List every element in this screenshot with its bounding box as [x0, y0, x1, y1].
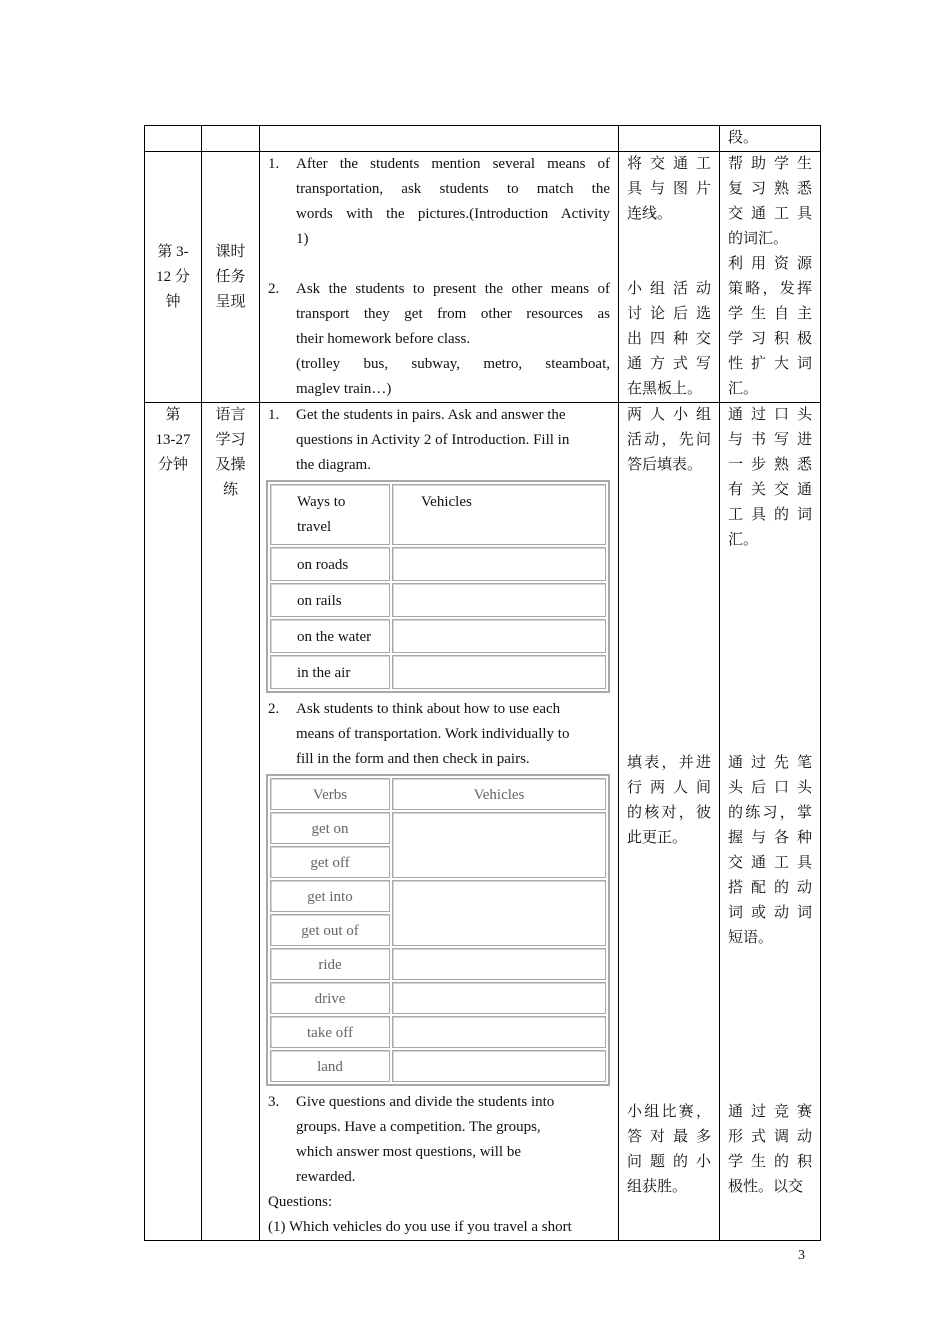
table-row	[270, 982, 606, 1014]
list-item: 1. After the students mention several means of transportation, ask students to match the words with the pictures.(Introduction Activity 1)	[268, 156, 610, 247]
blank-cell[interactable]	[392, 880, 606, 946]
student-activity-cell: 将交通工 具与图片 连线。 小组活动 讨论后选 出四种交 通方式写 在黑板上。	[619, 152, 720, 403]
table-cell: drive	[270, 982, 390, 1014]
verbs-vehicles-table	[266, 774, 610, 1086]
table-header-cell: Ways to travel	[270, 484, 390, 545]
ways-to-travel-table	[266, 480, 610, 693]
table-row	[270, 484, 606, 545]
page-number: 3	[798, 1248, 805, 1263]
table-row	[270, 619, 606, 653]
table-cell: get on	[270, 812, 390, 844]
table-cell: on rails	[270, 583, 390, 617]
goal-cell: 通过口头 与书写进 一步熟悉 有关交通 工具的词 汇。 通过先笔 头后口头 的练习，掌 握与各种 交通工具 搭配的动 词或动词 短语。 通过竞赛 形式调动 学生的积 极性。以交	[720, 403, 821, 1241]
blank-cell[interactable]	[392, 547, 606, 581]
table-row	[270, 583, 606, 617]
list-item: 1. Get the students in pairs. Ask and answer the questions in Activity 2 of Introduction. Fill in the diagram.	[268, 407, 570, 473]
table-cell: on roads	[270, 547, 390, 581]
table-cell: in the air	[270, 655, 390, 689]
blank-cell[interactable]	[392, 948, 606, 980]
goal-cell: 段。	[720, 126, 821, 152]
lesson-plan-table	[144, 125, 821, 1241]
table-row	[270, 948, 606, 980]
blank-cell[interactable]	[392, 812, 606, 878]
table-row	[270, 812, 606, 844]
table-row	[270, 1016, 606, 1048]
table-row-language-practice	[145, 403, 821, 1241]
table-cell: land	[270, 1050, 390, 1082]
table-row	[270, 778, 606, 810]
task-cell: 课时 任务 呈现	[202, 152, 260, 403]
blank-cell[interactable]	[392, 619, 606, 653]
time-cell: 第 13-27 分钟	[145, 403, 202, 1241]
goal-cell: 帮助学生 复习熟悉 交通工具 的词汇。 利用资源 策略，发挥 学生自主 学习积极 性扩大词 汇。	[720, 152, 821, 403]
student-activity-cell: 两人小组 活动，先问 答后填表。 填表，并进 行两人间 的核对，彼 此更正。 小组比赛， 答对最多 问题的小 组获胜。	[619, 403, 720, 1241]
table-cell: take off	[270, 1016, 390, 1048]
table-header-cell: Vehicles	[392, 484, 606, 545]
table-cell: ride	[270, 948, 390, 980]
table-row-continuation	[145, 126, 821, 152]
time-cell: 第 3- 12 分 钟	[145, 152, 202, 403]
list-item: 2. Ask students to think about how to use each means of transportation. Work individually to fill in the form and then check in pairs.	[268, 701, 570, 767]
table-row	[270, 655, 606, 689]
table-cell: get out of	[270, 914, 390, 946]
table-cell: get off	[270, 846, 390, 878]
table-cell: on the water	[270, 619, 390, 653]
blank-cell[interactable]	[392, 583, 606, 617]
table-header-cell: Vehicles	[392, 778, 606, 810]
table-row	[270, 547, 606, 581]
table-row-presentation	[145, 152, 821, 403]
blank-cell[interactable]	[392, 1050, 606, 1082]
teacher-activity-cell	[260, 152, 619, 403]
teacher-activity-cell	[260, 403, 619, 1241]
table-header-cell: Verbs	[270, 778, 390, 810]
blank-cell[interactable]	[392, 982, 606, 1014]
blank-cell[interactable]	[392, 655, 606, 689]
blank-cell[interactable]	[392, 1016, 606, 1048]
list-item: 3. Give questions and divide the students into groups. Have a competition. The groups, which answer most questions, will be rewarded.	[268, 1094, 555, 1185]
table-cell: get into	[270, 880, 390, 912]
task-cell: 语言 学习 及操 练	[202, 403, 260, 1241]
questions-label: Questions:	[268, 1194, 333, 1210]
list-item: 2. Ask the students to present the other means of transport they get from other resources as their homework before class. (trolley bus, subway, metro, steamboat, maglev train…)	[268, 281, 610, 397]
question-item: (1) Which vehicles do you use if you travel a short	[268, 1219, 572, 1235]
table-row	[270, 880, 606, 912]
table-row	[270, 1050, 606, 1082]
